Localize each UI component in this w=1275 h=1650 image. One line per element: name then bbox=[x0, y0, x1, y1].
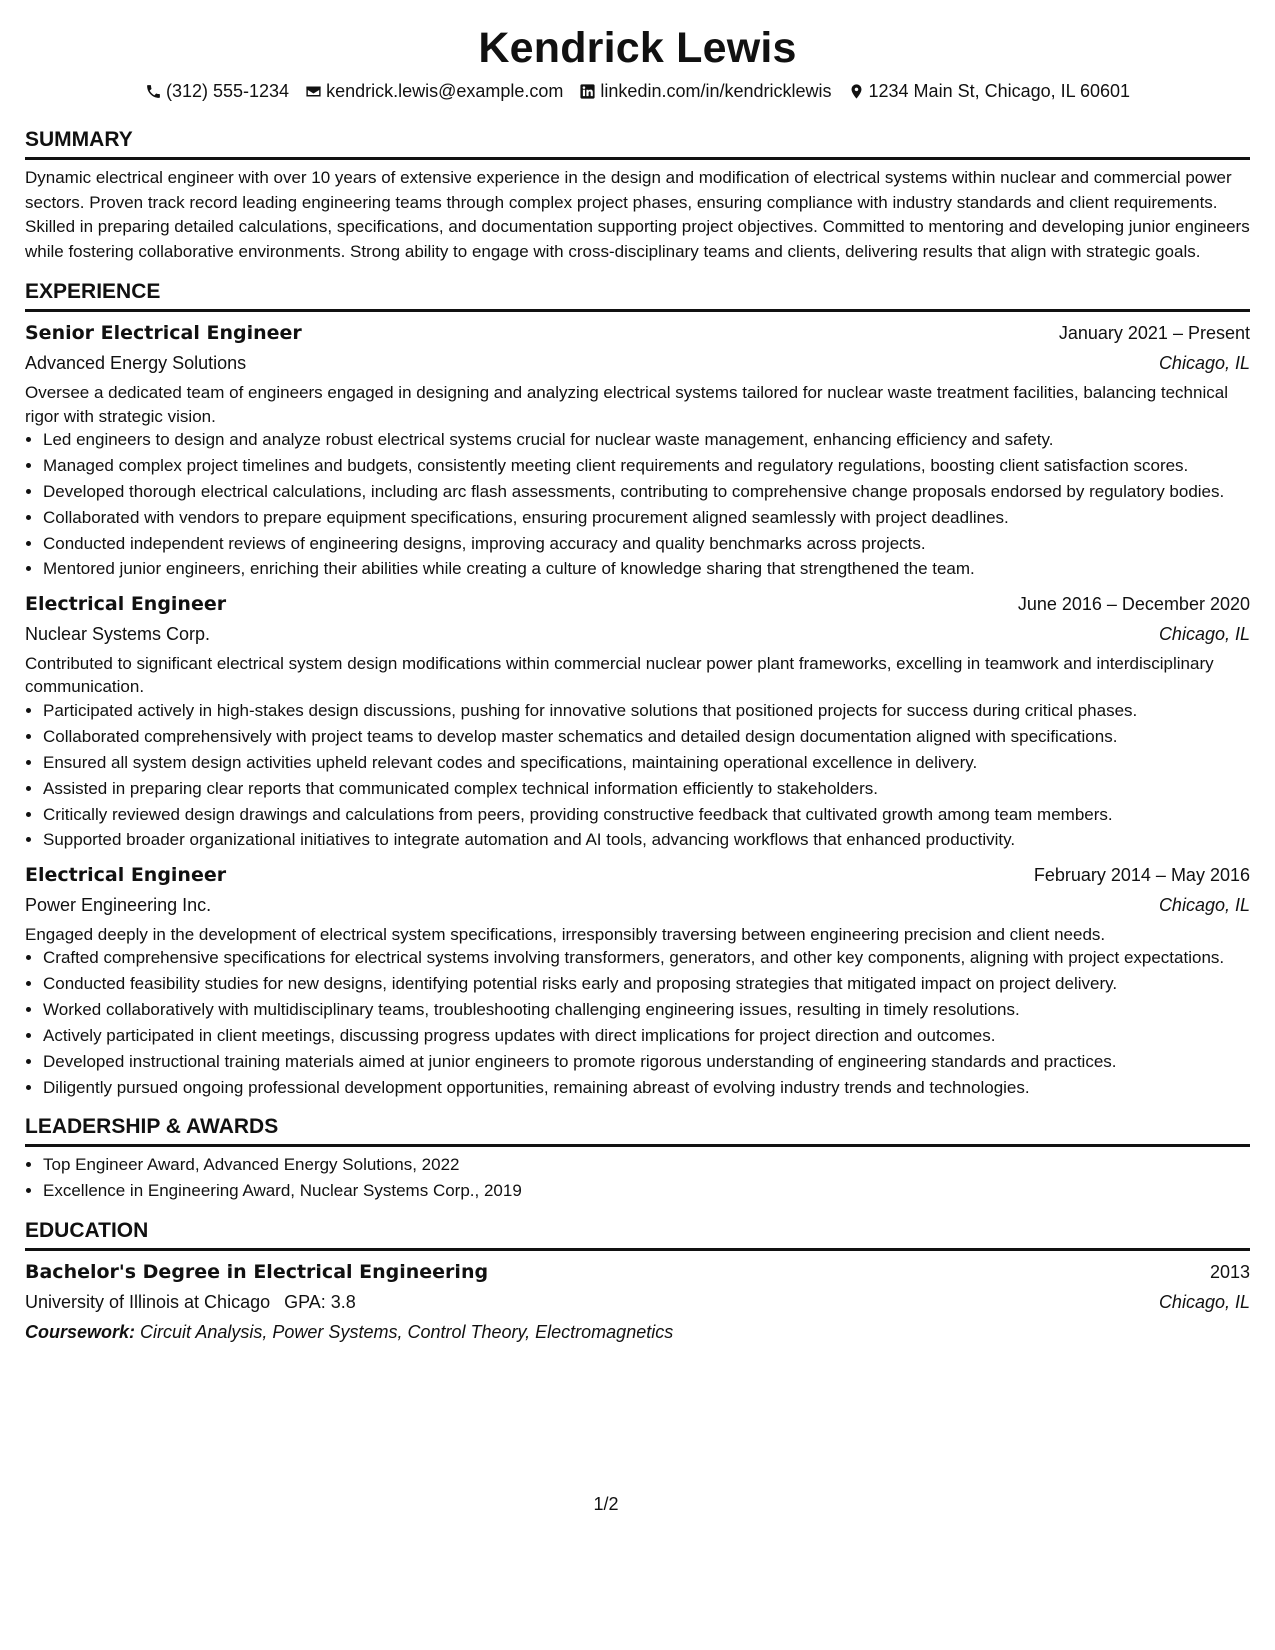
contact-address-text: 1234 Main St, Chicago, IL 60601 bbox=[868, 81, 1131, 101]
job-entry bbox=[25, 318, 1250, 581]
contact-email-text: kendrick.lewis@example.com bbox=[326, 81, 564, 101]
coursework-label: Coursework: bbox=[25, 1321, 136, 1342]
awards-section bbox=[25, 1113, 1250, 1202]
envelope-icon bbox=[305, 83, 322, 100]
education-gpa: GPA: 3.8 bbox=[284, 1291, 356, 1312]
education-section bbox=[25, 1217, 1250, 1347]
resume-page bbox=[25, 20, 1250, 1347]
summary-text: Dynamic electrical engineer with over 10 years of extensive experience in the design and modification of electrical systems within nuclear and commercial power sectors. Proven track record leading engineering teams through complex project phases, ensuring compliance with industry standards and client requirements. Skilled in preparing detailed calculations, specifications, and documentation supporting project objectives. Committed to mentoring and developing junior engineers while fostering collaborative environments. Strong ability to engage with cross-disciplinary teams and clients, delivering results that align with strategic goals. bbox=[25, 168, 1250, 261]
education-coursework bbox=[25, 1317, 1250, 1347]
job-company: Advanced Energy Solutions bbox=[25, 353, 247, 373]
job-dates: June 2016 – December 2020 bbox=[1017, 593, 1250, 614]
contact-bar bbox=[25, 78, 1250, 104]
job-summary: Engaged deeply in the development of electrical system specifications, irresponsibly traversing between engineering precision and client needs. bbox=[25, 924, 1106, 944]
list-item: • Collaborated comprehensively with project teams to develop master schematics and detailed design documentation aligned with specifications. bbox=[43, 725, 1250, 749]
list-item: • Critically reviewed design drawings and calculations from peers, providing constructive feedback that cultivated growth among team members. bbox=[43, 803, 1250, 827]
contact-linkedin-text: linkedin.com/in/kendricklewis bbox=[600, 81, 832, 101]
awards-list bbox=[25, 1153, 1250, 1202]
education-heading: EDUCATION bbox=[25, 1217, 1250, 1251]
job-dates: January 2021 – Present bbox=[1058, 323, 1250, 343]
experience-heading: EXPERIENCE bbox=[25, 278, 1250, 312]
job-bullets bbox=[25, 699, 1250, 852]
phone-icon bbox=[145, 83, 162, 100]
education-location: Chicago, IL bbox=[1158, 1291, 1250, 1312]
experience-section bbox=[25, 278, 1250, 1099]
list-item: • Supported broader organizational initiatives to integrate automation and AI tools, advancing workflows that enhanced productivity. bbox=[43, 828, 1250, 852]
contact-phone[interactable] bbox=[145, 78, 289, 104]
list-item: • Managed complex project timelines and budgets, consistently meeting client requirements and regulatory regulations, boosting client satisfaction scores. bbox=[43, 454, 1250, 478]
list-item: • Top Engineer Award, Advanced Energy Solutions, 2022 bbox=[43, 1153, 1250, 1177]
job-company: Power Engineering Inc. bbox=[25, 894, 212, 915]
education-degree: Bachelor's Degree in Electrical Engineering bbox=[25, 1260, 489, 1283]
list-item: • Ensured all system design activities upheld relevant codes and specifications, maintaining operational excellence in delivery. bbox=[43, 751, 1250, 775]
job-location: Chicago, IL bbox=[1158, 353, 1250, 373]
education-school-line bbox=[25, 1288, 356, 1316]
contact-address bbox=[848, 78, 1131, 104]
list-item: • Collaborated with vendors to prepare equipment specifications, ensuring procurement aligned seamlessly with project deadlines. bbox=[43, 506, 1250, 530]
job-title: Electrical Engineer bbox=[25, 863, 227, 886]
candidate-name: Kendrick Lewis bbox=[478, 24, 797, 72]
linkedin-icon bbox=[579, 83, 596, 100]
coursework-list: Circuit Analysis, Power Systems, Control Theory, Electromagnetics bbox=[140, 1321, 674, 1342]
list-item: • Developed instructional training materials aimed at junior engineers to promote rigorous understanding of engineering standards and practices. bbox=[43, 1050, 1250, 1074]
map-pin-icon bbox=[848, 83, 865, 100]
list-item: • Excellence in Engineering Award, Nuclear Systems Corp., 2019 bbox=[43, 1179, 1250, 1203]
list-item: • Actively participated in client meetings, discussing progress updates with direct implications for project direction and outcomes. bbox=[43, 1024, 1250, 1048]
list-item: • Diligently pursued ongoing professional development opportunities, remaining abreast of evolving industry trends and technologies. bbox=[43, 1076, 1250, 1100]
job-bullets bbox=[25, 428, 1250, 581]
list-item: • Conducted feasibility studies for new designs, identifying potential risks early and proposing strategies that mitigated impact on project delivery. bbox=[43, 972, 1250, 996]
summary-heading: SUMMARY bbox=[25, 126, 1250, 160]
list-item: • Mentored junior engineers, enriching their abilities while creating a culture of knowledge sharing that strengthened the team. bbox=[43, 557, 1250, 581]
job-entry bbox=[25, 589, 1250, 852]
education-school: University of Illinois at Chicago bbox=[25, 1291, 271, 1312]
page-number: 1/2 bbox=[593, 1494, 619, 1514]
list-item: • Led engineers to design and analyze robust electrical systems crucial for nuclear waste management, enhancing efficiency and safety. bbox=[43, 428, 1250, 452]
list-item: • Assisted in preparing clear reports that communicated complex technical information efficiently to stakeholders. bbox=[43, 777, 1250, 801]
list-item: • Crafted comprehensive specifications for electrical systems involving transformers, generators, and other key components, aligning with project expectations. bbox=[43, 946, 1250, 970]
job-location: Chicago, IL bbox=[1158, 623, 1250, 644]
job-entry bbox=[25, 860, 1250, 1099]
list-item: • Developed thorough electrical calculations, including arc flash assessments, contributing to comprehensive change proposals endorsed by regulatory bodies. bbox=[43, 480, 1250, 504]
education-year: 2013 bbox=[1209, 1261, 1250, 1282]
job-title: Electrical Engineer bbox=[25, 592, 227, 615]
job-bullets bbox=[25, 946, 1250, 1099]
summary-section bbox=[25, 126, 1250, 264]
contact-linkedin[interactable] bbox=[579, 78, 831, 104]
job-location: Chicago, IL bbox=[1158, 894, 1250, 915]
awards-heading: LEADERSHIP & AWARDS bbox=[25, 1113, 1250, 1147]
contact-phone-text: (312) 555-1234 bbox=[165, 81, 290, 101]
list-item: • Participated actively in high-stakes design discussions, pushing for innovative solutions that positioned projects for success during critical phases. bbox=[43, 699, 1250, 723]
job-title: Senior Electrical Engineer bbox=[25, 322, 302, 344]
job-summary: Oversee a dedicated team of engineers engaged in designing and analyzing electrical systems tailored for nuclear waste treatment facilities, balancing technical rigor with strategic vision. bbox=[25, 383, 1228, 426]
job-dates: February 2014 – May 2016 bbox=[1033, 864, 1250, 885]
job-company: Nuclear Systems Corp. bbox=[25, 623, 211, 644]
list-item: • Worked collaboratively with multidisciplinary teams, troubleshooting challenging engineering issues, resulting in timely resolutions. bbox=[43, 998, 1250, 1022]
job-summary: Contributed to significant electrical system design modifications within commercial nuclear power plant frameworks, excelling in teamwork and interdisciplinary communication. bbox=[25, 653, 1214, 697]
list-item: • Conducted independent reviews of engineering designs, improving accuracy and quality benchmarks across projects. bbox=[43, 532, 1250, 556]
contact-email[interactable] bbox=[305, 78, 563, 104]
